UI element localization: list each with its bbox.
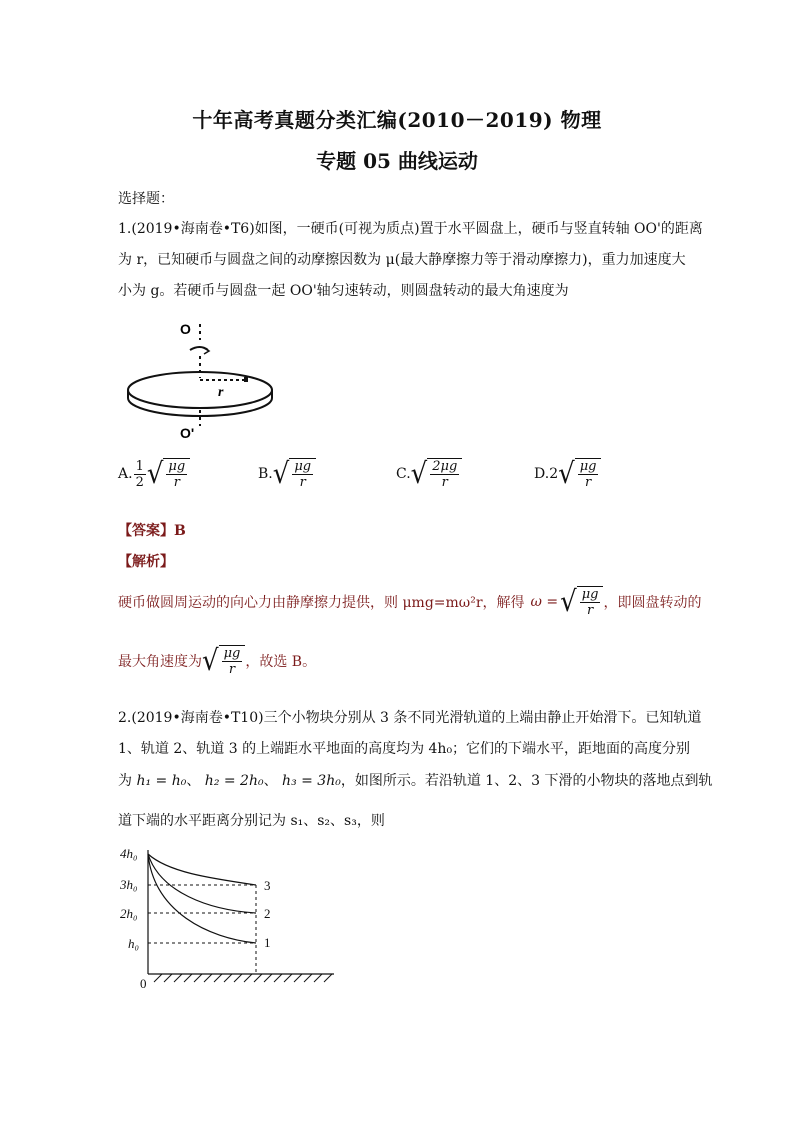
y-label-h0: h₀ [128,936,140,951]
y-label-0: 0 [140,976,147,991]
y-label-4h0: 4h₀ [120,846,138,861]
answer: 【答案】B [118,523,186,539]
analysis-line-1: 硬币做圆周运动的向心力由静摩擦力提供，则 μmg=mω²r，解得 ω = √ $\frac{\mu g}{r}$ ，即圆盘转动的 [118,585,702,619]
track-2 [148,854,256,913]
analysis-line-2: 最大角速度为 √ $\frac{\mu g}{r}$ ，故选 B。 [118,644,317,678]
y-label-2h0: 2h₀ [120,906,138,921]
q2-line-1: 2.(2019•海南卷•T10)三个小物块分别从 3 条不同光滑轨道的上端由静止开始滑下。已知轨道 [118,710,702,726]
page-title: 十年高考真题分类汇编(2010－2019) 物理 [192,108,602,132]
disk-figure [120,318,280,443]
tracks-figure [118,842,348,992]
track-label-2: 2 [264,906,271,921]
q1-line-2: 为 r，已知硬币与圆盘之间的动摩擦因数为 μ(最大静摩擦力等于滑动摩擦力)，重力加速度大 [118,252,686,268]
page-subtitle: 专题 05 曲线运动 [316,149,478,173]
y-label-3h0: 3h₀ [120,877,138,892]
track-label-1: 1 [264,935,271,950]
option-a[interactable]: A. $\frac{1}{2}$ √ $\frac{\mu g}{r}$ [118,458,190,490]
q1-line-3: 小为 g。若硬币与圆盘一起 OO'轴匀速转动，则圆盘转动的最大角速度为 [118,283,569,299]
q2-line-4: 道下端的水平距离分别记为 s₁、s₂、s₃，则 [118,813,385,829]
coin-icon [244,377,248,382]
track-1 [148,854,256,943]
section-label: 选择题： [118,191,174,207]
track-label-3: 3 [264,878,271,893]
axis-label-top: O [180,321,191,337]
q2-line-3: 为 h₁ = h₀、 h₂ = 2h₀、 h₃ = 3h₀，如图所示。若沿轨道 1、2、3 下滑的小物块的落地点到轨 [118,773,713,789]
option-d[interactable]: D. 2 √ $\frac{\mu g}{r}$ [534,458,601,490]
q2-line-2: 1、轨道 2、轨道 3 的上端距水平地面的高度均为 4h₀；它们的下端水平，距地面的高度分别 [118,741,691,757]
radius-label: r [218,385,224,400]
analysis-label: 【解析】 [118,554,174,570]
q1-line-1: 1.(2019•海南卷•T6)如图，一硬币(可视为质点)置于水平圆盘上，硬币与竖直转轴 OO'的距离 [118,221,703,237]
axis-label-bottom: O' [180,425,195,441]
option-c[interactable]: C. √ $\frac{2\mu g}{r}$ [396,458,462,490]
option-b[interactable]: B. √ $\frac{\mu g}{r}$ [258,458,316,490]
